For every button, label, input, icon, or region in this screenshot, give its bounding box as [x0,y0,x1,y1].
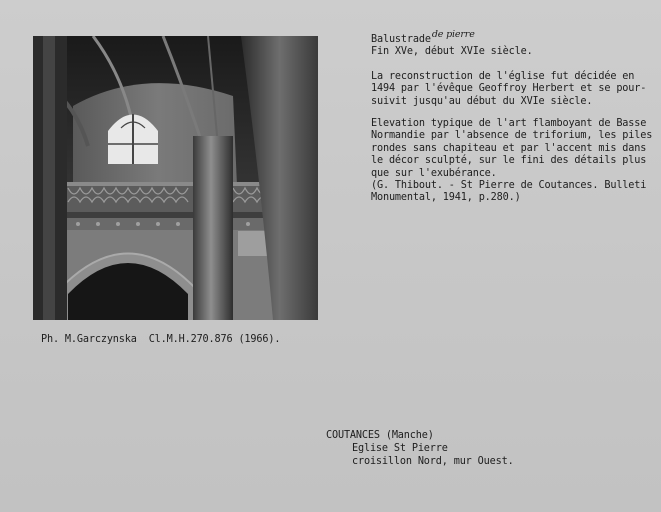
text-line: Monumental, 1941, p.280.) [371,192,521,204]
photo-church-interior [33,36,318,320]
location-city: COUTANCES (Manche) [326,430,434,441]
architectural-photograph [33,36,318,320]
date-line: Fin XVe, début XVIe siècle. [371,46,533,57]
text-line: que sur l'exubérance. [371,167,497,179]
subject-title [371,29,475,46]
text-line: Normandie par l'absence de triforium, les piles [371,130,653,142]
text-line: Elevation typique de l'art flamboyant de Basse [371,118,647,129]
location-church: Eglise St Pierre [352,443,448,454]
text-line: La reconstruction de l'église fut décidée en [371,71,635,82]
location-detail: croisillon Nord, mur Ouest. [352,456,514,467]
photo-credit: Ph. M.Garczynska Cl.M.H.270.876 (1966). [41,334,281,345]
subject-title-typed: Balustrade [371,34,431,45]
description-paragraph [371,118,652,205]
subject-title-handwritten: de pierre [431,29,475,40]
text-line: le décor sculpté, sur le fini des détails plus [371,155,647,167]
text-line: suivit jusqu'au début du XVIe siècle. [371,95,593,107]
history-paragraph [371,71,646,108]
text-line: (G. Thibout. - St Pierre de Coutances. Bulleti [371,180,647,192]
text-line: rondes sans chapiteau et par l'accent mis dans [371,142,647,154]
text-line: 1494 par l'évêque Geoffroy Herbert et se pour- [371,83,647,95]
